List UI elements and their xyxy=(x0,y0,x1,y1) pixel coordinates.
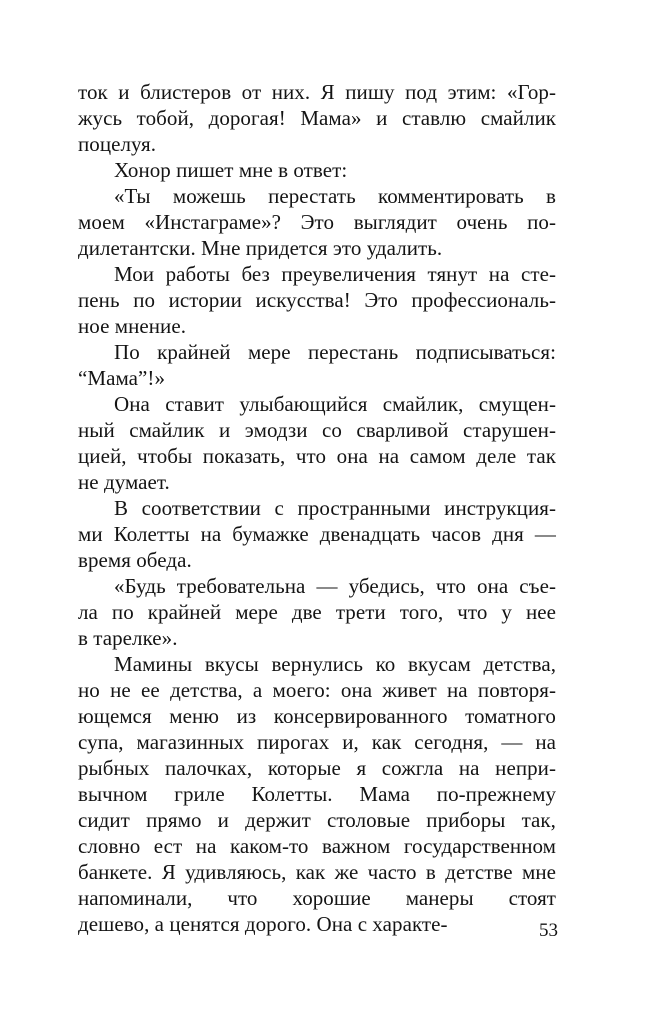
text-line: время обеда. xyxy=(78,548,192,572)
paragraph xyxy=(78,339,556,391)
text-line: словно ест на каком-то важном государственном xyxy=(78,834,556,858)
paragraph xyxy=(78,573,556,651)
text-line: «Будь требовательна — убедись, что она съе- xyxy=(114,574,556,598)
text-line: ла по крайней мере две трети того, что у нее xyxy=(78,600,556,624)
text-line: цией, чтобы показать, что она на самом деле так xyxy=(78,444,556,468)
text-line: напоминали, что хорошие манеры стоят xyxy=(78,886,556,910)
text-line: ный смайлик и эмодзи со сварливой старушен- xyxy=(78,418,556,442)
text-line: “Мама”!» xyxy=(78,366,165,390)
text-line: поцелуя. xyxy=(78,132,157,156)
text-line: сидит прямо и держит столовые приборы так, xyxy=(78,808,556,832)
text-line: ное мнение. xyxy=(78,314,187,338)
paragraph xyxy=(78,391,556,495)
page-number: 53 xyxy=(539,920,558,941)
text-line: но не ее детства, а моего: она живет на повторя- xyxy=(78,678,556,702)
text-line: ющемся меню из консервированного томатного xyxy=(78,704,556,728)
text-line: рыбных палочках, которые я сожгла на непри- xyxy=(78,756,556,780)
text-line: моем «Инстаграме»? Это выглядит очень по- xyxy=(78,210,556,234)
body-text xyxy=(78,79,556,937)
text-line: Она ставит улыбающийся смайлик, смущен- xyxy=(114,392,556,416)
text-line: ток и блистеров от них. Я пишу под этим: «Гор- xyxy=(78,80,556,104)
text-line: в тарелке». xyxy=(78,626,178,650)
text-line: вычном гриле Колетты. Мама по-прежнему xyxy=(78,782,556,806)
text-line: жусь тобой, дорогая! Мама» и ставлю смайлик xyxy=(78,106,556,130)
text-line: По крайней мере перестань подписываться: xyxy=(114,340,556,364)
paragraph xyxy=(78,261,556,339)
text-line: не думает. xyxy=(78,470,170,494)
text-line: банкете. Я удивляюсь, как же часто в детстве мне xyxy=(78,860,556,884)
text-line: ми Колетты на бумажке двенадцать часов дня — xyxy=(78,522,556,546)
text-line: дилетантски. Мне придется это удалить. xyxy=(78,236,443,260)
text-line: «Ты можешь перестать комментировать в xyxy=(114,184,556,208)
paragraph xyxy=(78,183,556,261)
text-line: дешево, а ценятся дорого. Она с характе- xyxy=(78,912,448,936)
text-line: В соответствии с пространными инструкция- xyxy=(114,496,556,520)
text-line: Хонор пишет мне в ответ: xyxy=(114,158,348,182)
text-line: пень по истории искусства! Это профессиональ- xyxy=(78,288,556,312)
text-line: Мамины вкусы вернулись ко вкусам детства, xyxy=(114,652,556,676)
text-line: супа, магазинных пирогах и, как сегодня, — на xyxy=(78,730,556,754)
text-line: Мои работы без преувеличения тянут на сте- xyxy=(114,262,556,286)
paragraph xyxy=(78,651,556,937)
paragraph xyxy=(78,79,556,157)
paragraph xyxy=(78,495,556,573)
paragraph xyxy=(78,157,556,183)
